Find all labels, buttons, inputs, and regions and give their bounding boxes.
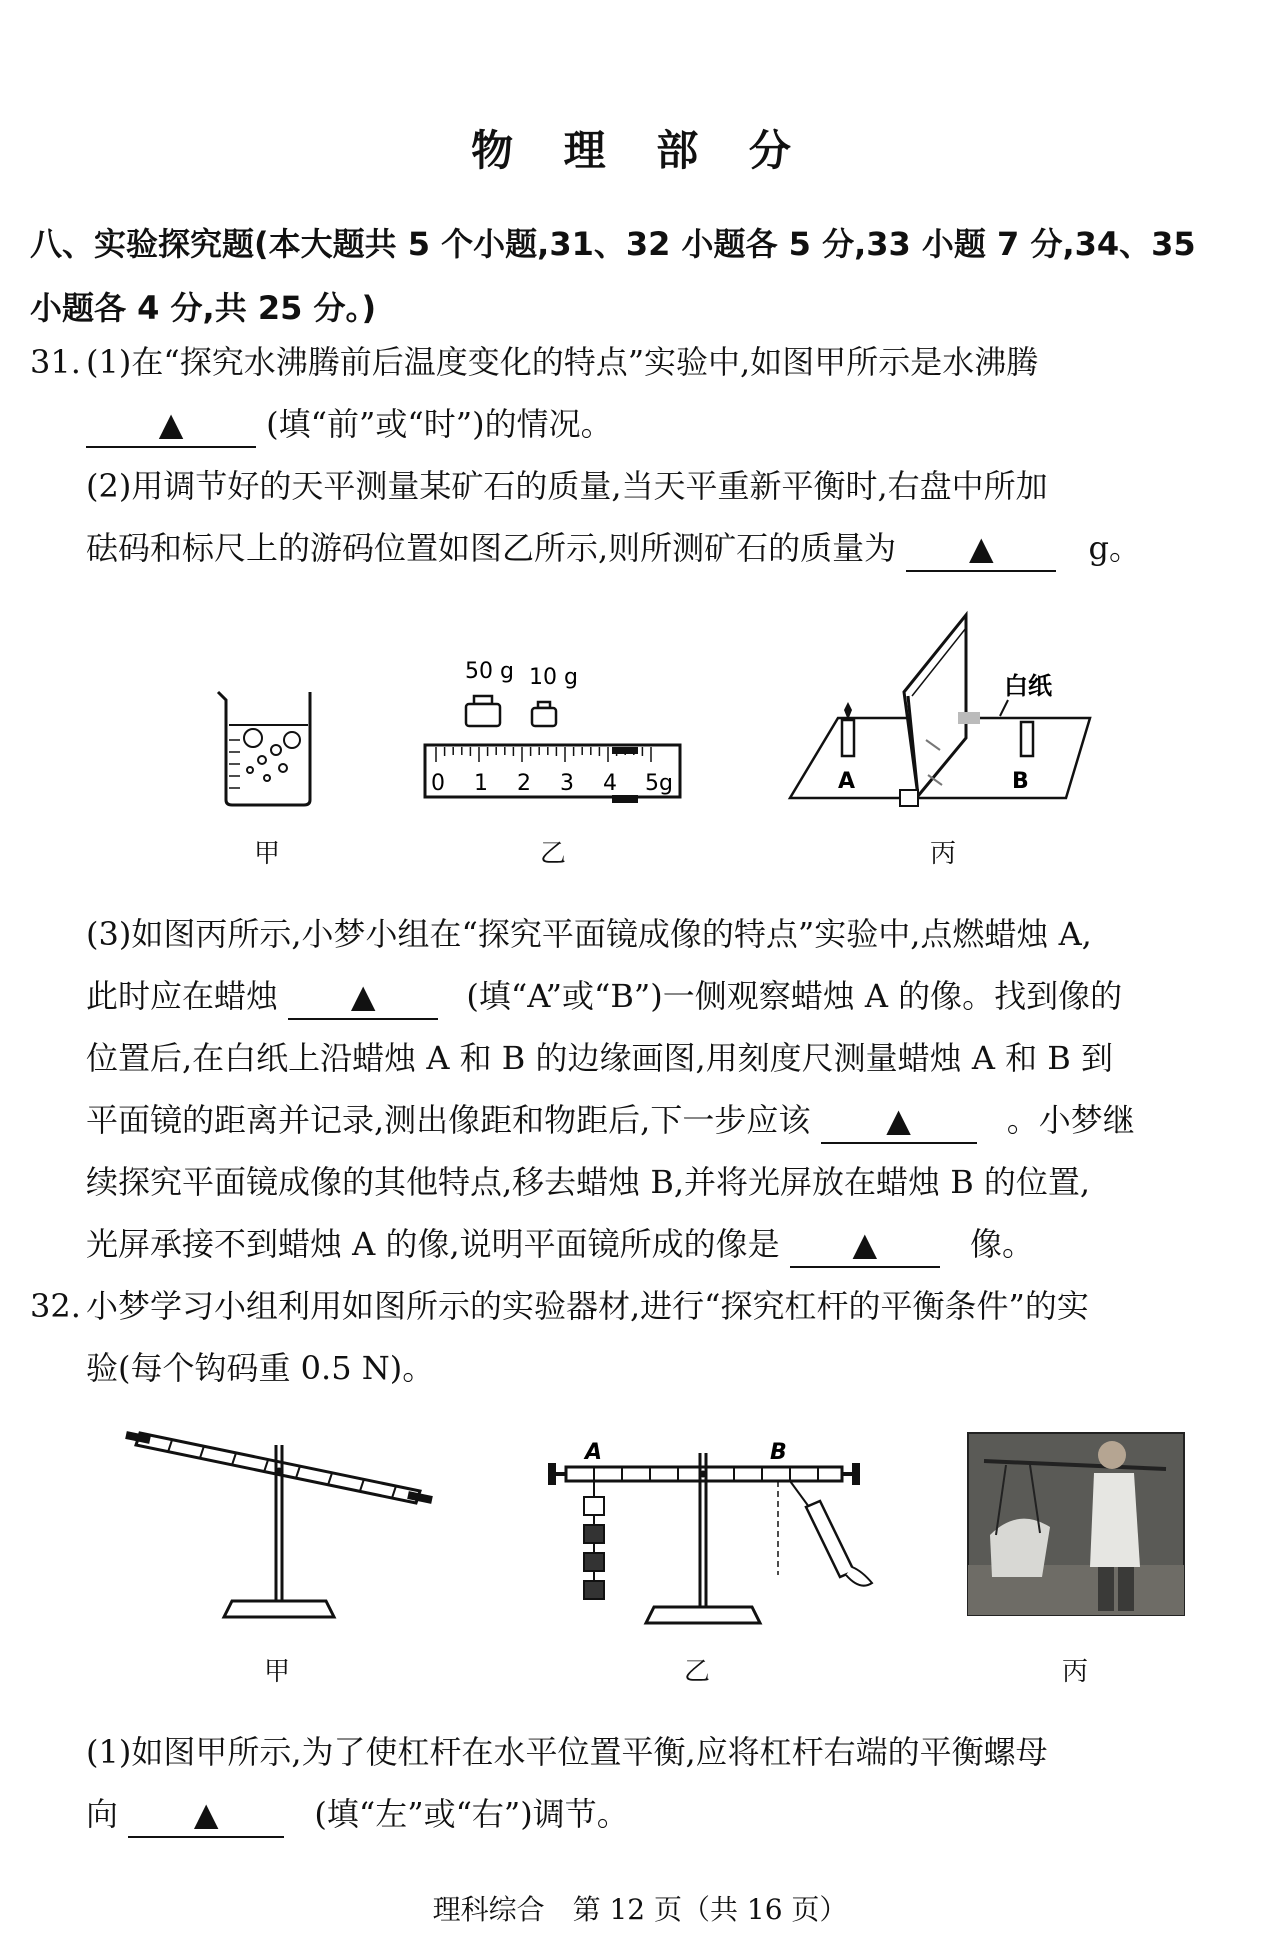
carrying-pole-photo [968, 1433, 1184, 1615]
answer-blank-1[interactable]: ▲ [86, 402, 256, 448]
page-title: 物 理 部 分 [471, 126, 809, 175]
q31-p3-line6-text-b: 像。 [969, 1225, 1034, 1263]
scale-label-4: 4 [603, 771, 617, 796]
figure-row-2 [0, 1415, 1280, 1655]
scale-label-1: 1 [474, 771, 488, 796]
q31-p2-line2-text: 砝码和标尺上的游码位置如图乙所示,则所测矿石的质量为 [86, 529, 897, 567]
paper-label: 白纸 [1004, 672, 1052, 700]
q31-p3-line5: 续探究平面镜成像的其他特点,移去蜡烛 B,并将光屏放在蜡烛 B 的位置, [86, 1163, 1091, 1201]
q32-p1-line1: (1)如图甲所示,为了使杠杆在水平位置平衡,应将杠杆右端的平衡螺母 [86, 1733, 1048, 1771]
q32-line2: 验(每个钩码重 0.5 N)。 [86, 1349, 435, 1387]
q32-p1-line2-text-a: 向 [86, 1795, 119, 1833]
q31-p3-line4-text-b: 。小梦继 [1006, 1101, 1135, 1139]
q31-p3-line2 [86, 974, 1122, 1020]
fig1-caption-a: 甲 [253, 839, 280, 869]
q32-number: 32. [30, 1287, 81, 1325]
q31-number: 31. [30, 343, 81, 381]
answer-blank-4[interactable]: ▲ [821, 1098, 977, 1144]
q31-p3-line3: 位置后,在白纸上沿蜡烛 A 和 B 的边缘画图,用刻度尺测量蜡烛 A 和 B 到 [86, 1039, 1113, 1077]
candle-a-label: A [838, 769, 856, 794]
q31-p2-unit: g。 [1088, 529, 1142, 567]
balanced-lever-diagram [548, 1440, 872, 1623]
q31-p1-line1: (1)在“探究水沸腾前后温度变化的特点”实验中,如图甲所示是水沸腾 [86, 343, 1039, 381]
q31-p3-line6 [86, 1222, 1034, 1268]
figure-row-1 [0, 600, 1280, 830]
q32-line1: 小梦学习小组利用如图所示的实验器材,进行“探究杠杆的平衡条件”的实 [86, 1287, 1089, 1325]
q32-p1-line2 [86, 1792, 629, 1838]
q31-p3-line6-text-a: 光屏承接不到蜡烛 A 的像,说明平面镜所成的像是 [86, 1225, 780, 1263]
scale-label-2: 2 [517, 771, 531, 796]
section-header [30, 212, 1250, 340]
q31-p2-line2 [86, 526, 1141, 572]
point-a-label: A [585, 1440, 603, 1465]
answer-blank-3[interactable]: ▲ [288, 974, 438, 1020]
fig2-caption-c: 丙 [1061, 1657, 1088, 1687]
fig1-caption-c: 丙 [929, 839, 956, 869]
point-b-label: B [770, 1440, 787, 1465]
balance-scale-diagram [425, 659, 680, 803]
q32-p1-line2-text-b: (填“左”或“右”)调节。 [314, 1795, 629, 1833]
scale-label-3: 3 [560, 771, 574, 796]
scale-label-5g: 5g [645, 771, 673, 796]
q31-p3-line2-text-a: 此时应在蜡烛 [86, 977, 279, 1015]
fig1-caption-b: 乙 [539, 839, 566, 869]
weight-10g-label: 10 g [529, 665, 578, 690]
section-header-line2: 小题各 4 分,共 25 分。) [30, 289, 377, 327]
weight-50g-label: 50 g [465, 659, 514, 684]
answer-blank-2[interactable]: ▲ [906, 526, 1056, 572]
q31-p3-line1: (3)如图丙所示,小梦小组在“探究平面镜成像的特点”实验中,点燃蜡烛 A, [86, 915, 1092, 953]
tilted-lever-diagram [126, 1433, 432, 1617]
candle-b-label: B [1012, 769, 1029, 794]
scale-label-0: 0 [431, 771, 445, 796]
beaker-diagram [218, 692, 310, 805]
q31-p1-line2 [86, 402, 613, 448]
fig2-caption-b: 乙 [683, 1657, 710, 1687]
q31-p3-line2-text-b: (填“A”或“B”)一侧观察蜡烛 A 的像。找到像的 [466, 977, 1123, 1015]
answer-blank-5[interactable]: ▲ [790, 1222, 940, 1268]
answer-blank-6[interactable]: ▲ [128, 1792, 284, 1838]
q31-p3-line4-text-a: 平面镜的距离并记录,测出像距和物距后,下一步应该 [86, 1101, 811, 1139]
q31-p1-line2-text: (填“前”或“时”)的情况。 [266, 405, 613, 443]
page-footer: 理科综合 第 12 页（共 16 页） [432, 1893, 848, 1926]
plane-mirror-diagram [790, 615, 1090, 806]
q31-p2-line1: (2)用调节好的天平测量某矿石的质量,当天平重新平衡时,右盘中所加 [86, 467, 1048, 505]
fig2-caption-a: 甲 [263, 1657, 290, 1687]
section-header-line1: 八、实验探究题(本大题共 5 个小题,31、32 小题各 5 分,33 小题 7 分,34、35 [30, 225, 1196, 263]
q31-p3-line4 [86, 1098, 1135, 1144]
